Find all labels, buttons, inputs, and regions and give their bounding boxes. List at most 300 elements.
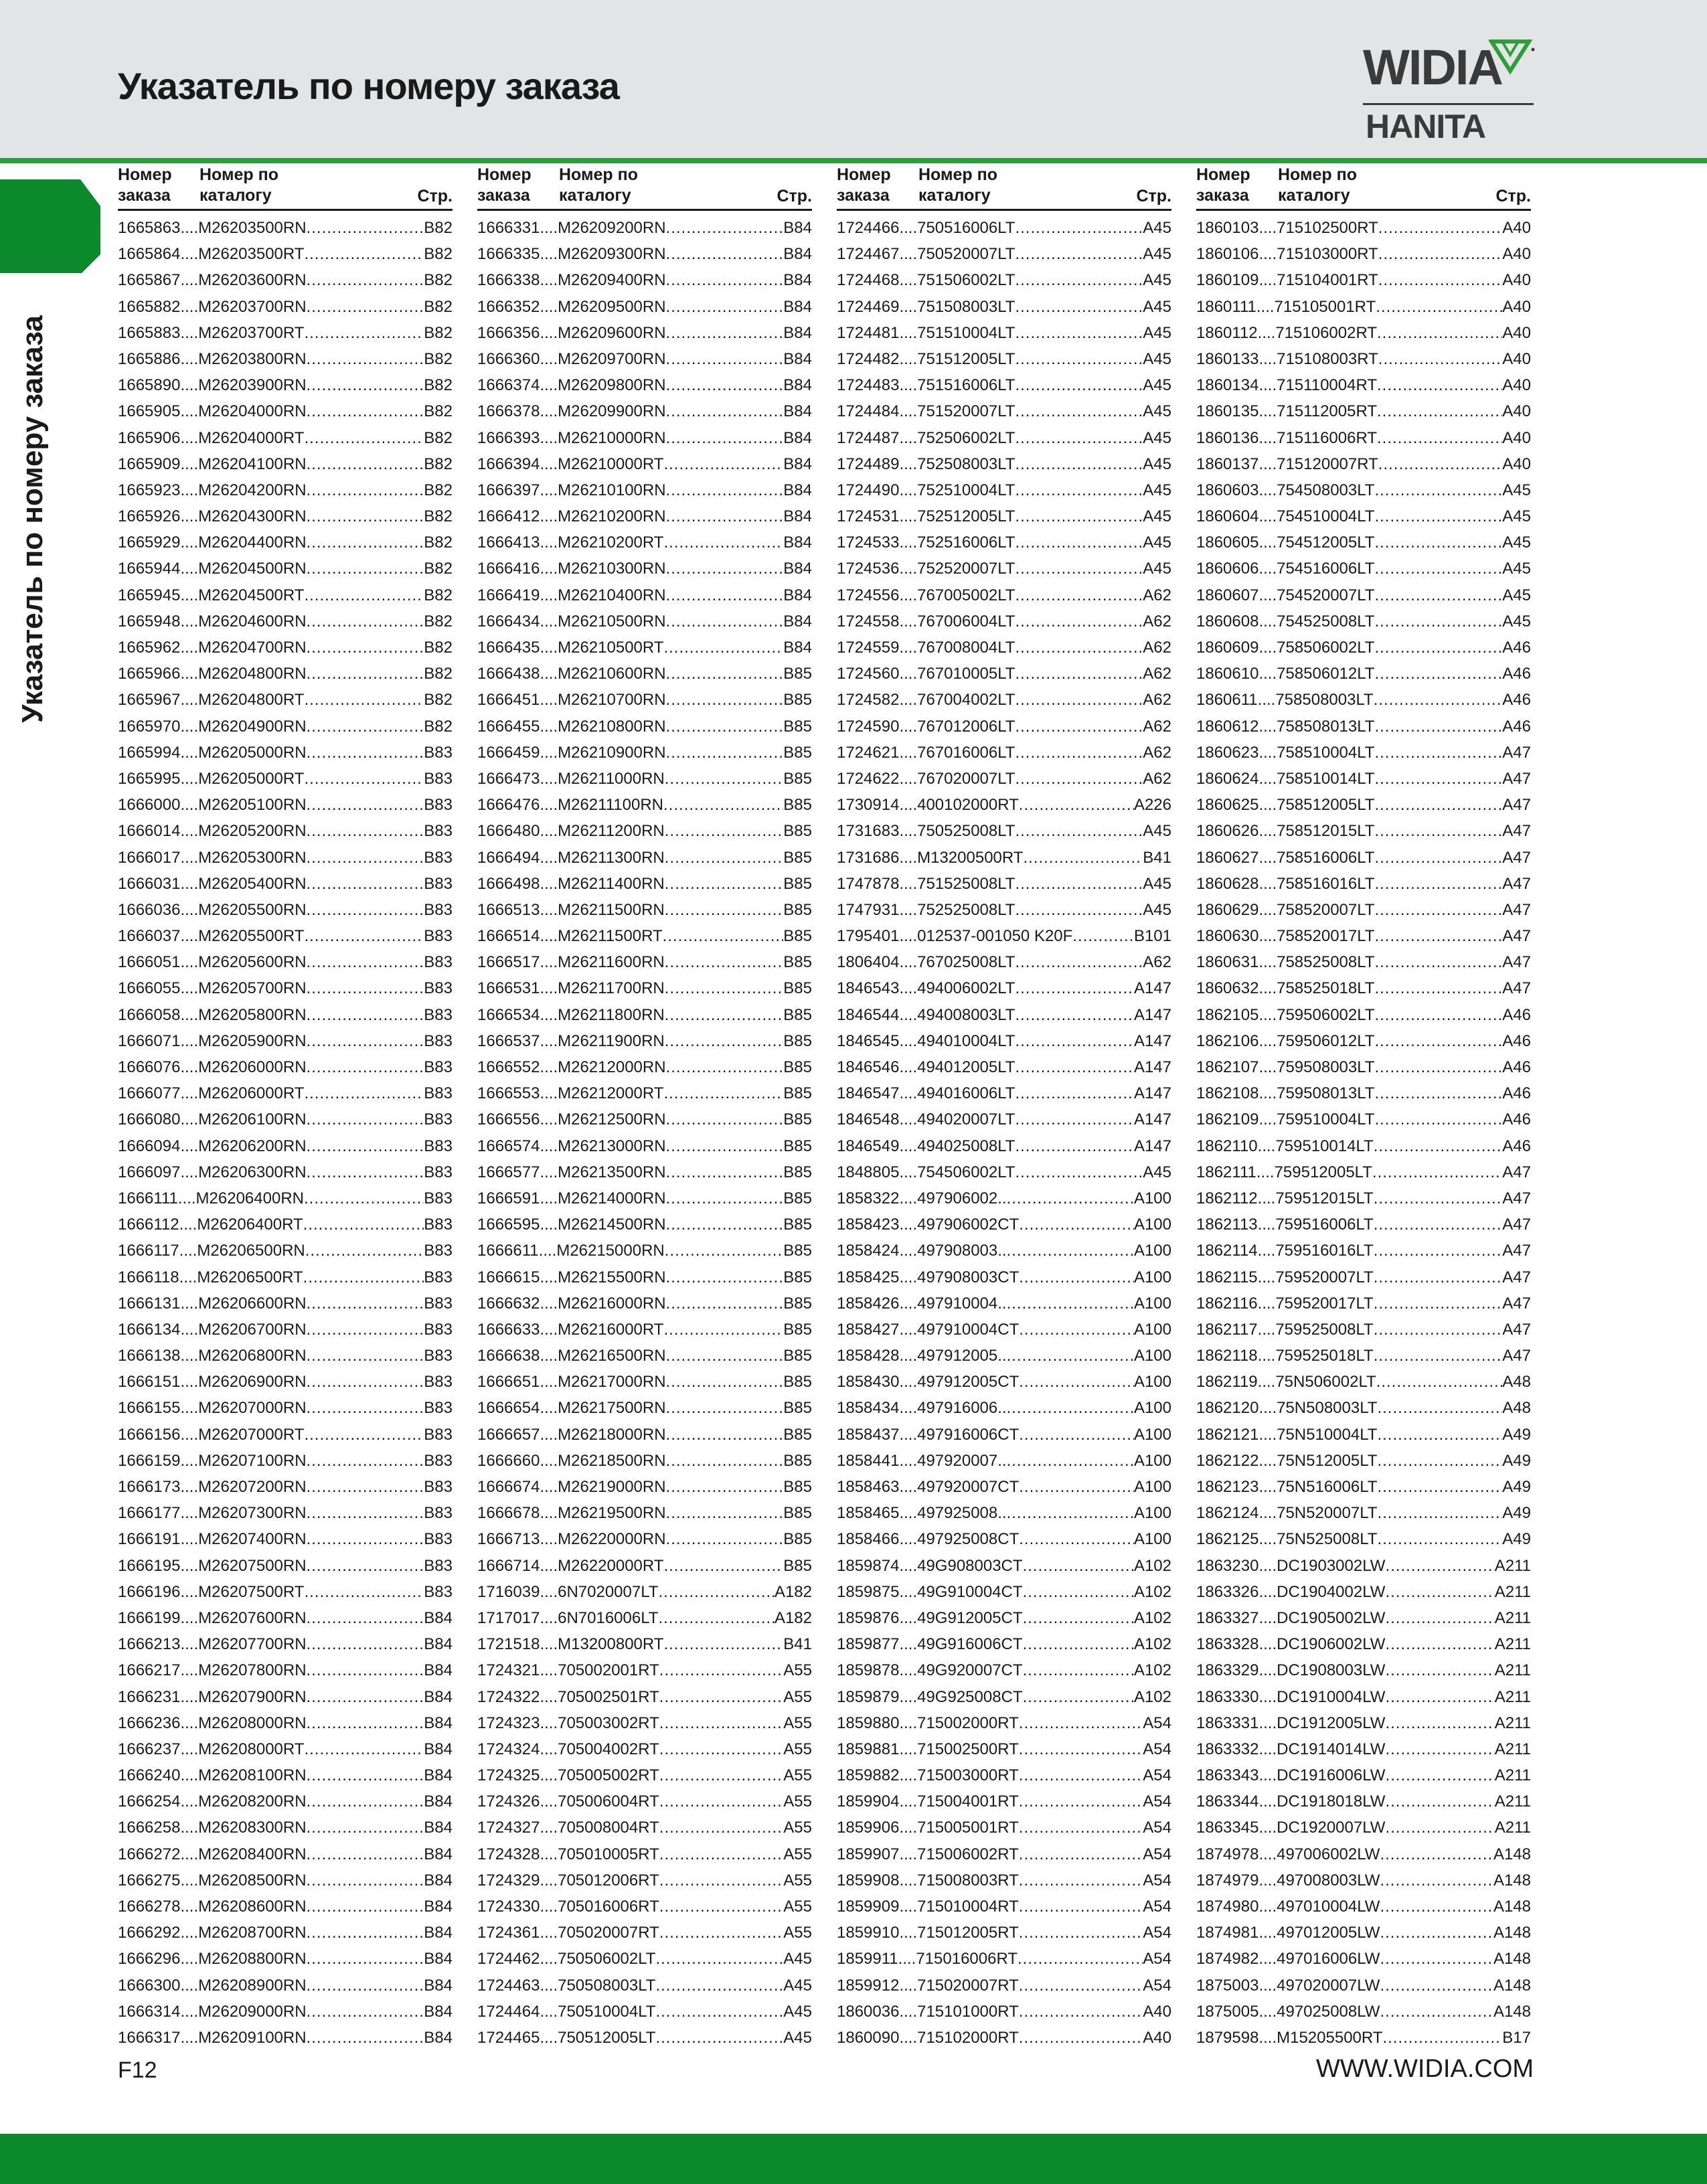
index-row — [477, 503, 812, 529]
page-reference: A45 — [783, 1976, 812, 1995]
leader-dots — [666, 556, 784, 582]
logo-triangle-icon — [1489, 37, 1536, 78]
leader-dots: .... — [1258, 376, 1277, 395]
order-number: 1863345 — [1196, 1819, 1259, 1837]
leader-dots — [1015, 1159, 1143, 1185]
leader-dots — [1380, 1999, 1493, 2025]
leader-dots: .... — [180, 1058, 199, 1076]
index-row — [118, 425, 453, 451]
index-row — [118, 1762, 453, 1788]
index-row — [1196, 1815, 1531, 1841]
page-reference: A45 — [783, 2002, 812, 2021]
catalog-number: 758516016LT — [1277, 874, 1375, 893]
leader-dots — [307, 1106, 424, 1132]
index-row — [118, 1605, 453, 1631]
leader-dots: .... — [1258, 1819, 1277, 1837]
page-reference: A45 — [1143, 297, 1171, 316]
order-number: 1860626 — [1196, 822, 1259, 841]
page-reference: B82 — [424, 481, 453, 499]
catalog-number: 6N7016006LT — [558, 1608, 659, 1627]
leader-dots: .... — [1258, 481, 1277, 499]
page-reference: A45 — [1143, 376, 1171, 395]
leader-dots — [307, 215, 424, 241]
leader-dots — [1023, 1579, 1134, 1605]
catalog-number: 754506002LT — [917, 1163, 1015, 1181]
order-number: 1860111 — [1196, 297, 1256, 316]
catalog-number: M26208400RN — [198, 1845, 307, 1863]
index-row — [1196, 372, 1531, 398]
leader-dots — [1015, 871, 1143, 897]
leader-dots: .... — [540, 245, 558, 264]
page-reference: B85 — [783, 691, 812, 709]
page-reference: B85 — [783, 1294, 812, 1313]
page-reference: B83 — [424, 1347, 453, 1365]
page-reference: A55 — [783, 1766, 812, 1785]
index-row — [118, 1422, 453, 1448]
order-number: 1724531 — [837, 507, 900, 526]
index-row — [1196, 1317, 1531, 1343]
leader-dots: .... — [540, 1924, 558, 1942]
leader-dots: .... — [180, 533, 199, 552]
order-number: 1859882 — [837, 1766, 900, 1785]
order-number: 1860623 — [1196, 743, 1259, 762]
order-number: 1666071 — [118, 1031, 181, 1050]
index-row — [837, 320, 1171, 346]
leader-dots — [1374, 1211, 1503, 1238]
leader-dots — [1382, 2025, 1502, 2051]
leader-dots — [1380, 1841, 1493, 1867]
leader-dots: .... — [540, 219, 558, 237]
leader-dots: .... — [899, 639, 918, 657]
page-reference: A45 — [1502, 507, 1531, 526]
leader-dots — [666, 294, 784, 320]
page-reference: B84 — [424, 1687, 453, 1706]
page-reference: B84 — [424, 1898, 453, 1916]
page-reference: A182 — [774, 1608, 812, 1627]
page-reference: A40 — [1502, 376, 1531, 395]
leader-dots — [666, 503, 784, 529]
leader-dots — [655, 1946, 783, 1972]
page-reference: A54 — [1143, 1713, 1171, 1732]
catalog-number: 751506002LT — [917, 271, 1015, 290]
page-reference: B83 — [424, 1556, 453, 1575]
leader-dots: .... — [540, 454, 558, 473]
leader-dots: .... — [899, 271, 918, 290]
index-row — [837, 1264, 1171, 1290]
order-number: 1874982 — [1196, 1950, 1259, 1968]
order-number: 1666378 — [477, 402, 540, 421]
page-reference: A62 — [1143, 691, 1171, 709]
page-reference: A45 — [1143, 874, 1171, 893]
leader-dots: .... — [180, 271, 199, 290]
leader-dots — [1385, 1605, 1494, 1631]
leader-dots: .... — [1258, 796, 1277, 815]
order-number: 1724322 — [477, 1687, 540, 1706]
leader-dots — [304, 425, 424, 451]
order-number: 1859878 — [837, 1661, 900, 1680]
index-row — [477, 346, 812, 372]
index-row — [1196, 635, 1531, 661]
order-number: 1879598 — [1196, 2028, 1259, 2047]
catalog-number: M26219500RN — [558, 1504, 666, 1523]
index-row — [118, 1946, 453, 1972]
leader-dots: .... — [540, 271, 558, 290]
index-row — [837, 503, 1171, 529]
header-page: Стр. — [1136, 187, 1171, 205]
order-number: 1665967 — [118, 691, 181, 709]
catalog-number: 497906002CT — [917, 1215, 1020, 1234]
page-reference: A45 — [1143, 481, 1171, 499]
page-reference: B82 — [424, 639, 453, 657]
leader-dots: .... — [1258, 1661, 1277, 1680]
page-reference: B82 — [424, 271, 453, 290]
index-row — [1196, 1841, 1531, 1867]
catalog-number: M26204800RT — [198, 691, 305, 709]
page-reference: A211 — [1494, 1713, 1531, 1732]
order-number: 1666476 — [477, 796, 540, 815]
index-row — [837, 1710, 1171, 1736]
leader-dots: .... — [179, 1215, 197, 1234]
leader-dots — [307, 1343, 424, 1369]
leader-dots — [658, 1605, 774, 1631]
order-number: 1874979 — [1196, 1871, 1259, 1889]
index-row — [477, 1605, 812, 1631]
order-number: 1846548 — [837, 1110, 900, 1129]
leader-dots: .... — [180, 219, 199, 237]
leader-dots: .... — [899, 717, 918, 736]
leader-dots — [659, 1788, 784, 1815]
leader-dots — [666, 215, 784, 241]
order-number: 1666517 — [477, 953, 540, 972]
leader-dots — [1374, 975, 1502, 1001]
catalog-number: M26209500RN — [558, 297, 666, 316]
catalog-number: M26206500RN — [197, 1242, 305, 1260]
leader-dots — [1374, 949, 1502, 975]
page-reference: B82 — [424, 612, 453, 631]
page-reference: B83 — [424, 1294, 453, 1313]
catalog-number: M26211500RN — [558, 900, 665, 919]
leader-dots — [1019, 2025, 1143, 2051]
order-number: 1858437 — [837, 1425, 900, 1444]
leader-dots: .... — [540, 1819, 558, 1837]
leader-dots: .... — [540, 2028, 558, 2047]
order-number: 1666356 — [477, 323, 540, 342]
leader-dots: .... — [540, 1766, 558, 1785]
order-number: 1724323 — [477, 1713, 540, 1732]
index-row — [837, 897, 1171, 923]
leader-dots — [1374, 1106, 1502, 1132]
order-number: 1860135 — [1196, 402, 1259, 421]
leader-dots — [663, 792, 783, 818]
index-row — [477, 608, 812, 635]
leader-dots: .... — [1258, 822, 1277, 841]
leader-dots — [666, 1448, 784, 1474]
order-number: 1666237 — [118, 1740, 181, 1758]
leader-dots: .... — [180, 1950, 199, 1968]
leader-dots: .... — [540, 639, 558, 657]
catalog-number: 752516006LT — [917, 533, 1015, 552]
leader-dots: .... — [540, 1635, 558, 1654]
page-reference: B82 — [424, 349, 453, 368]
index-row — [837, 1526, 1171, 1552]
catalog-number: DC1914014LW — [1277, 1740, 1386, 1758]
index-row — [837, 556, 1171, 582]
page-reference: B85 — [783, 1504, 812, 1523]
index-row — [118, 556, 453, 582]
page-reference: A45 — [1143, 271, 1171, 290]
leader-dots: .... — [1258, 1530, 1277, 1549]
order-number: 1747878 — [837, 874, 900, 893]
order-number: 1724361 — [477, 1924, 540, 1942]
index-row — [477, 1736, 812, 1762]
index-row — [837, 923, 1171, 949]
index-row — [1196, 1657, 1531, 1683]
order-number: 1666118 — [118, 1268, 179, 1286]
index-row — [118, 1553, 453, 1579]
order-number: 1862123 — [1196, 1478, 1259, 1496]
catalog-number: 752506002LT — [917, 428, 1015, 447]
page-reference: B83 — [424, 796, 453, 815]
page-reference: B85 — [783, 1347, 812, 1365]
page-reference: A40 — [1502, 219, 1531, 237]
leader-dots: .... — [180, 297, 199, 316]
order-number: 1666552 — [477, 1058, 540, 1076]
order-number: 1666314 — [118, 2002, 181, 2021]
catalog-number: 715104001RT — [1277, 271, 1378, 290]
page-reference: B84 — [424, 1766, 453, 1785]
leader-dots — [663, 529, 783, 556]
index-row — [837, 372, 1171, 398]
order-number: 1666434 — [477, 612, 540, 631]
catalog-number: 758508003LT — [1275, 691, 1374, 709]
page-reference: B84 — [783, 219, 812, 237]
index-row — [477, 687, 812, 713]
leader-dots: .... — [180, 1320, 199, 1339]
leader-dots: .... — [540, 1898, 558, 1916]
index-row — [477, 1631, 812, 1657]
page-reference: A46 — [1502, 665, 1531, 683]
page-reference: A147 — [1133, 1137, 1171, 1155]
catalog-number: M26203800RN — [198, 349, 307, 368]
header-page: Стр. — [1495, 187, 1531, 205]
index-row — [477, 1657, 812, 1683]
order-number: 1666654 — [477, 1399, 540, 1418]
leader-dots — [1377, 1422, 1502, 1448]
leader-dots: .... — [540, 1792, 558, 1811]
index-row — [1196, 1894, 1531, 1920]
page-reference: A54 — [1143, 1924, 1171, 1942]
order-number: 1862125 — [1196, 1530, 1259, 1549]
order-number: 1666615 — [477, 1268, 540, 1286]
leader-dots: .... — [180, 874, 199, 893]
catalog-number: 715016006RT — [916, 1950, 1018, 1968]
index-row — [1196, 1028, 1531, 1054]
catalog-number: 759506002LT — [1277, 1005, 1375, 1024]
order-number: 1666553 — [477, 1084, 540, 1103]
order-number: 1724328 — [477, 1845, 540, 1863]
index-row — [118, 294, 453, 320]
catalog-number: 754512005LT — [1277, 533, 1375, 552]
catalog-number: M26217500RN — [558, 1399, 666, 1418]
index-row — [477, 740, 812, 766]
leader-dots: .... — [899, 2002, 918, 2021]
leader-dots — [1374, 1264, 1503, 1290]
leader-dots: .... — [180, 822, 199, 841]
page-reference: A100 — [1133, 1373, 1171, 1392]
page-reference: B84 — [424, 1661, 453, 1680]
leader-dots: .... — [180, 507, 199, 526]
index-row — [118, 1841, 453, 1867]
leader-dots — [1019, 1526, 1134, 1552]
order-number: 1858441 — [837, 1451, 900, 1470]
leader-dots — [307, 1553, 424, 1579]
leader-dots: .... — [1258, 769, 1277, 788]
page-reference: B84 — [424, 1924, 453, 1942]
index-row — [118, 1002, 453, 1028]
catalog-number: DC1906002LW — [1277, 1635, 1386, 1654]
catalog-number: 49G925008CT — [917, 1687, 1023, 1706]
order-number: 1666413 — [477, 533, 540, 552]
leader-dots: .... — [540, 848, 558, 867]
page-reference: A54 — [1143, 1740, 1171, 1758]
order-number: 1860608 — [1196, 612, 1259, 631]
leader-dots: .... — [540, 1530, 558, 1549]
leader-dots: .... — [899, 1137, 918, 1155]
order-number: 1666138 — [118, 1347, 181, 1365]
index-row — [477, 1894, 812, 1920]
index-row — [837, 1500, 1171, 1526]
page-reference: B85 — [783, 1399, 812, 1418]
leader-dots — [659, 1736, 784, 1762]
catalog-number: 494006002LT — [917, 979, 1015, 998]
order-number: 1863330 — [1196, 1687, 1259, 1706]
leader-dots — [307, 451, 424, 477]
order-number: 1846549 — [837, 1137, 900, 1155]
leader-dots — [1015, 713, 1143, 740]
page-reference: A45 — [1502, 612, 1531, 631]
catalog-number: 715105001RT — [1274, 297, 1376, 316]
order-number: 1666155 — [118, 1399, 181, 1418]
page-reference: B85 — [783, 874, 812, 893]
index-row — [118, 1500, 453, 1526]
index-row — [1196, 267, 1531, 293]
header-order-line1: Номер — [477, 165, 532, 184]
leader-dots — [666, 582, 784, 608]
page-reference: A40 — [1502, 245, 1531, 264]
index-row — [1196, 1736, 1531, 1762]
index-row — [118, 635, 453, 661]
order-number: 1859876 — [837, 1608, 900, 1627]
order-number: 1666591 — [477, 1189, 540, 1207]
leader-dots — [1374, 923, 1502, 949]
leader-dots: .... — [180, 1504, 199, 1523]
leader-dots — [1019, 1972, 1143, 1999]
index-row — [118, 215, 453, 241]
page-reference: B85 — [783, 900, 812, 919]
catalog-number: DC1905002LW — [1277, 1608, 1386, 1627]
catalog-number: M26212000RT — [558, 1084, 664, 1103]
page-reference: B85 — [783, 1110, 812, 1129]
page-reference: A40 — [1502, 323, 1531, 342]
website-link[interactable]: WWW.WIDIA.COM — [1316, 2055, 1534, 2083]
order-number: 1724327 — [477, 1819, 540, 1837]
leader-dots — [666, 372, 784, 398]
index-row — [837, 1028, 1171, 1054]
leader-dots: .... — [180, 848, 199, 867]
index-row — [118, 687, 453, 713]
catalog-number: M26207700RN — [198, 1635, 307, 1654]
leader-dots: .... — [180, 1478, 199, 1496]
order-number: 1860090 — [837, 2028, 900, 2047]
page-reference: A49 — [1502, 1530, 1531, 1549]
index-row — [1196, 818, 1531, 844]
order-number: 1724325 — [477, 1766, 540, 1785]
leader-dots: .... — [1258, 1792, 1277, 1811]
order-number: 1862124 — [1196, 1504, 1259, 1523]
catalog-number: M26208200RN — [198, 1792, 307, 1811]
page-reference: A45 — [1502, 586, 1531, 604]
order-number: 1666076 — [118, 1058, 181, 1076]
order-number: 1666117 — [118, 1242, 179, 1260]
leader-dots — [307, 845, 424, 871]
leader-dots — [1374, 1317, 1503, 1343]
page-reference: A55 — [783, 1898, 812, 1916]
order-number: 1666360 — [477, 349, 540, 368]
order-number: 1859880 — [837, 1713, 900, 1732]
leader-dots — [1385, 1553, 1494, 1579]
index-row — [837, 1133, 1171, 1159]
catalog-number: 767012006LT — [917, 717, 1015, 736]
order-number: 1665905 — [118, 402, 181, 421]
leader-dots — [307, 818, 424, 844]
page-reference: B83 — [424, 874, 453, 893]
column-rows — [1196, 215, 1531, 2051]
index-row — [118, 1579, 453, 1605]
index-row — [118, 1972, 453, 1999]
index-row — [477, 529, 812, 556]
page-reference: A48 — [1502, 1399, 1531, 1418]
order-number: 1862119 — [1196, 1373, 1258, 1392]
catalog-number: M26210300RN — [558, 560, 666, 578]
catalog-number: M26214500RN — [558, 1215, 666, 1234]
catalog-number: 767020007LT — [917, 769, 1015, 788]
leader-dots: .... — [540, 874, 558, 893]
page-reference: A49 — [1502, 1451, 1531, 1470]
index-row — [1196, 1710, 1531, 1736]
order-number: 1862111 — [1196, 1163, 1256, 1181]
order-number: 1665863 — [118, 219, 181, 237]
order-number: 1666633 — [477, 1320, 540, 1339]
page-reference: A55 — [783, 1845, 812, 1863]
catalog-number: M26208800RN — [198, 1950, 307, 1968]
page-reference: A102 — [1133, 1635, 1171, 1654]
index-row — [118, 398, 453, 424]
index-row — [837, 975, 1171, 1001]
page-reference: B84 — [783, 323, 812, 342]
leader-dots — [1374, 582, 1502, 608]
order-number: 1665909 — [118, 454, 181, 473]
catalog-number: 715110004RT — [1277, 376, 1378, 395]
leader-dots — [304, 923, 424, 949]
leader-dots — [307, 1133, 424, 1159]
order-number: 1666240 — [118, 1766, 181, 1785]
index-row — [1196, 1999, 1531, 2025]
index-row — [118, 1369, 453, 1395]
page-reference: A45 — [1502, 481, 1531, 499]
leader-dots — [307, 1317, 424, 1343]
index-row — [837, 1106, 1171, 1132]
leader-dots: .... — [180, 349, 199, 368]
